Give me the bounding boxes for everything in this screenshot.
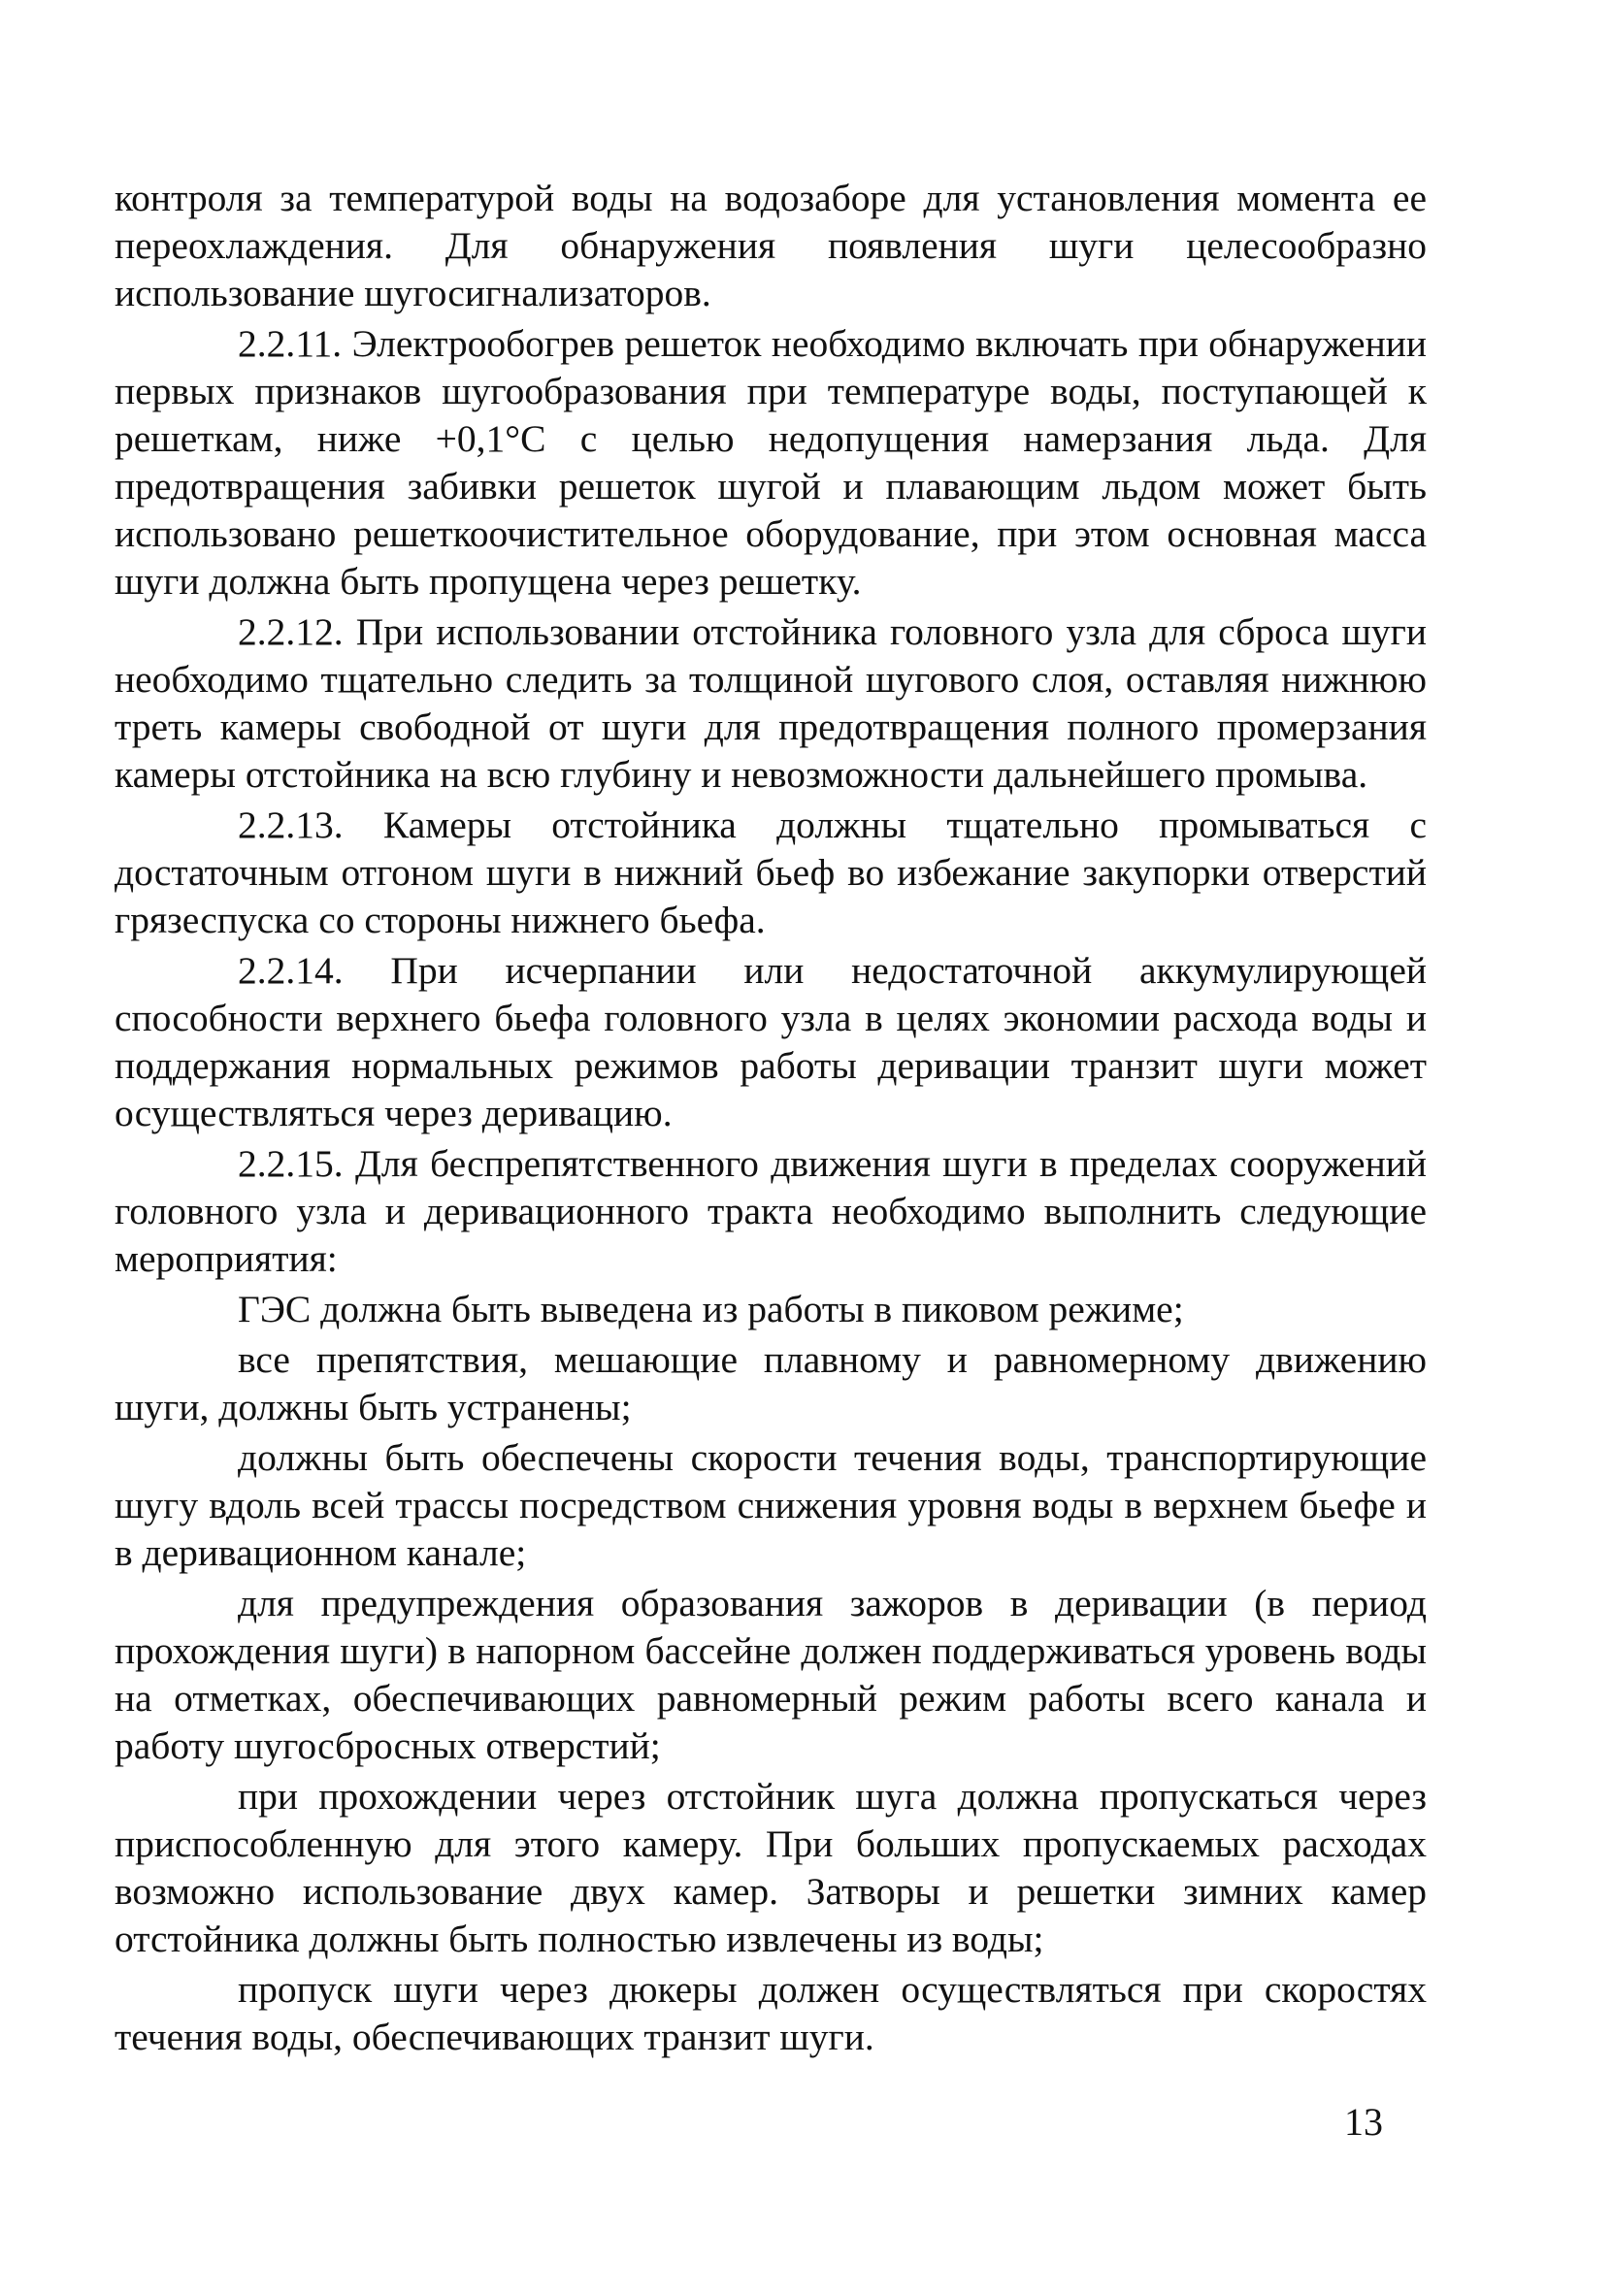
list-item: пропуск шуги через дюкеры должен осуществляться при скоростях течения воды, обеспечивающих транзит шуги. xyxy=(115,1968,1427,2058)
list-item: ГЭС должна быть выведена из работы в пиковом режиме; xyxy=(238,1288,1184,1330)
list-item: все препятствия, мешающие плавному и равномерному движению шуги, должны быть устранены; xyxy=(115,1338,1427,1428)
paragraph-2-2-13: 2.2.13. Камеры отстойника должны тщательно промываться с достаточным отгоном шуги в нижний бьеф во избежание закупорки отверстий грязеспуска со стороны нижнего бьефа. xyxy=(115,804,1427,941)
list-item: для предупреждения образования зажоров в деривации (в период прохождения шуги) в напорном бассейне должен поддерживаться уровень воды на отметках, обеспечивающих равномерный режим работы всего канала и работу шугосбросных отверстий; xyxy=(115,1582,1427,1767)
page-number: 13 xyxy=(1344,2100,1383,2144)
paragraph-continuation: контроля за температурой воды на водозаборе для установления момента ее переохлаждения. Для обнаружения появления шуги целесообразно использование шугосигнализаторов. xyxy=(115,177,1427,314)
paragraph-2-2-11: 2.2.11. Электрообогрев решеток необходимо включать при обнаружении первых признаков шугообразования при температуре воды, поступающей к решеткам, ниже +0,1°С с целью недопущения намерзания льда. Для предотвращения забивки решеток шугой и плавающим льдом может быть использовано решеткоочистительное оборудование, при этом основная масса шуги должна быть пропущена через решетку. xyxy=(115,322,1427,603)
paragraph-2-2-12: 2.2.12. При использовании отстойника головного узла для сброса шуги необходимо тщательно следить за толщиной шугового слоя, оставляя нижнюю треть камеры свободной от шуги для предотвращения полного промерзания камеры отстойника на всю глубину и невозможности дальнейшего промыва. xyxy=(115,610,1427,796)
paragraph-2-2-14: 2.2.14. При исчерпании или недостаточной аккумулирующей способности верхнего бьефа головного узла в целях экономии расхода воды и поддержания нормальных режимов работы деривации транзит шуги может осуществляться через деривацию. xyxy=(115,949,1427,1134)
paragraph-2-2-15: 2.2.15. Для беспрепятственного движения шуги в пределах сооружений головного узла и деривационного тракта необходимо выполнить следующие мероприятия: xyxy=(115,1142,1427,1280)
list-item: должны быть обеспечены скорости течения воды, транспортирующие шугу вдоль всей трассы посредством снижения уровня воды в верхнем бьефе и в деривационном канале; xyxy=(115,1436,1427,1574)
list-item: при прохождении через отстойник шуга должна пропускаться через приспособленную для этого камеру. При больших пропускаемых расходах возможно использование двух камер. Затворы и решетки зимних камер отстойника должны быть полностью извлечены из воды; xyxy=(115,1775,1427,1960)
document-body xyxy=(115,175,1427,2064)
